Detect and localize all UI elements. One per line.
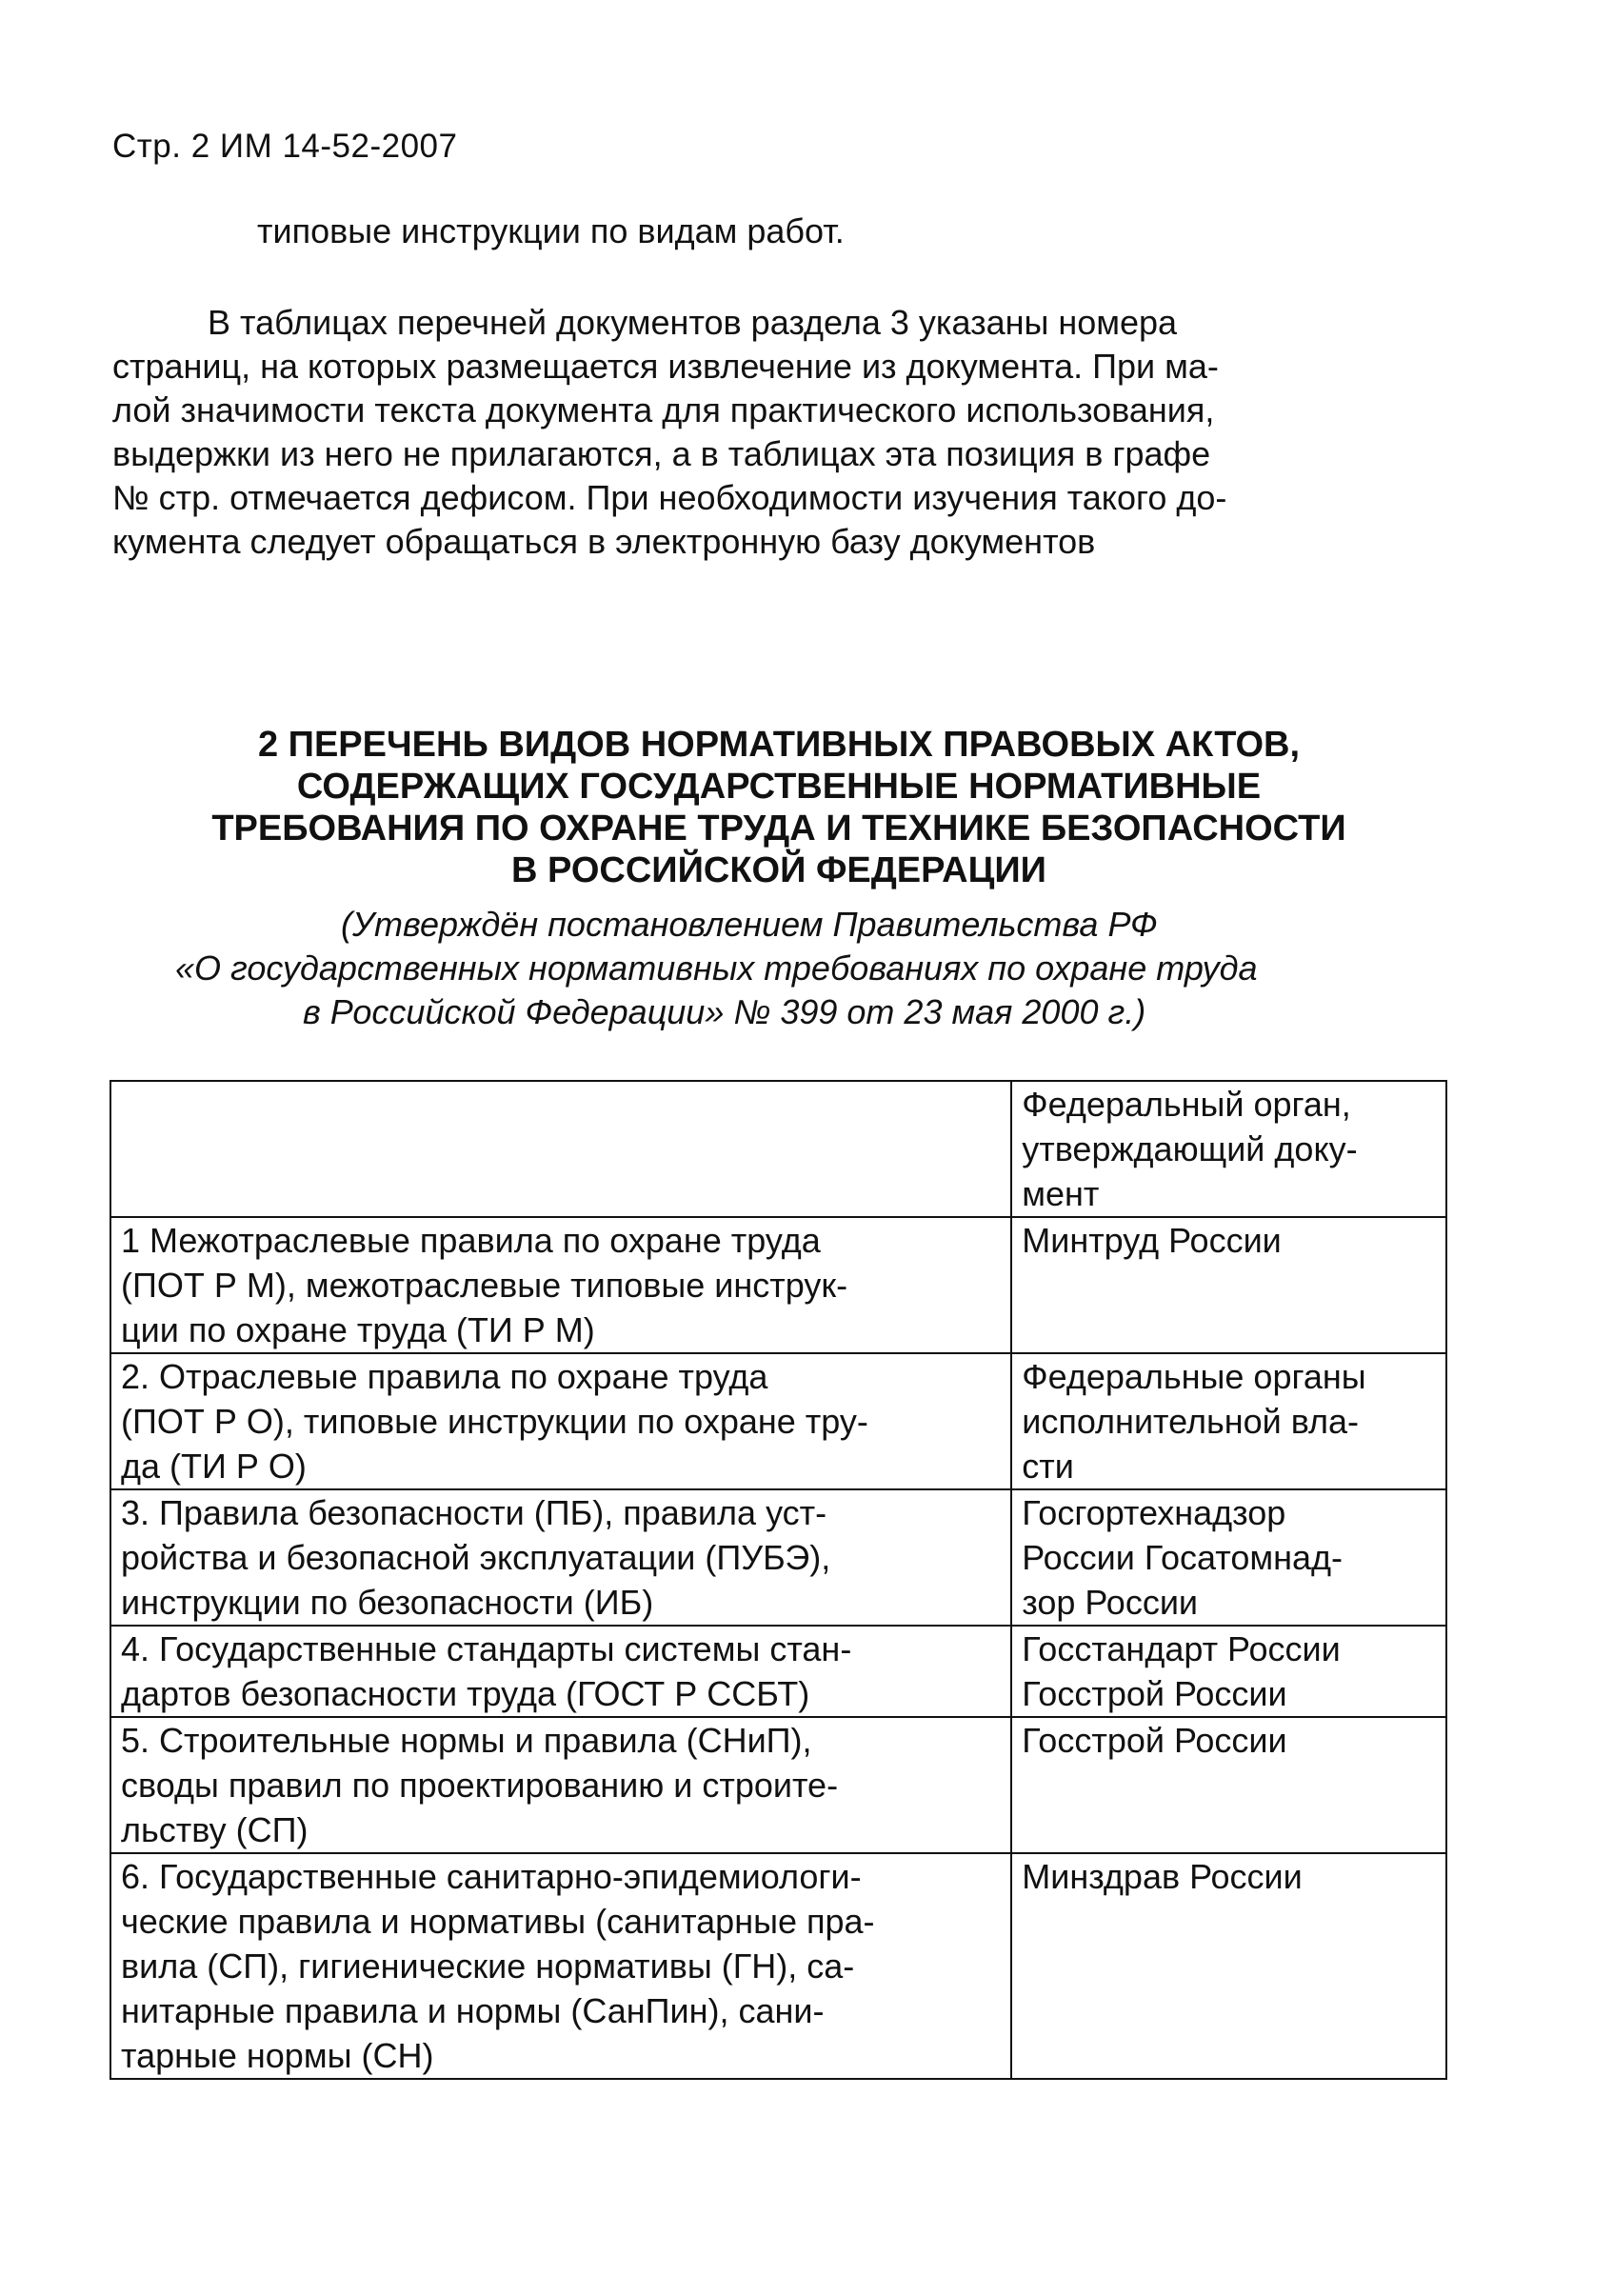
cell-line: Госгортехнадзор xyxy=(1022,1493,1286,1532)
table-row xyxy=(110,1217,1446,1353)
cell-line: ции по охране труда (ТИ Р М) xyxy=(121,1310,595,1349)
act-type-cell xyxy=(110,1626,1011,1717)
norms-table xyxy=(110,1080,1447,2080)
cell-line: 1 Межотраслевые правила по охране труда xyxy=(121,1221,821,1260)
cell-line: сти xyxy=(1022,1447,1074,1486)
title-line: В РОССИЙСКОЙ ФЕДЕРАЦИИ xyxy=(510,850,1046,890)
page-header: Стр. 2 ИМ 14-52-2007 xyxy=(112,128,458,165)
cell-line: Госстрой России xyxy=(1022,1674,1287,1713)
cell-line: 5. Строительные нормы и правила (СНиП), xyxy=(121,1721,812,1760)
title-line: СОДЕРЖАЩИХ ГОСУДАРСТВЕННЫЕ НОРМАТИВНЫЕ xyxy=(296,767,1262,807)
cell-line: Минтруд России xyxy=(1022,1221,1282,1260)
cell-line: мент xyxy=(1022,1174,1100,1213)
act-type-cell xyxy=(110,1717,1011,1853)
act-type-cell xyxy=(110,1217,1011,1353)
table-row xyxy=(110,1626,1446,1717)
cell-line: исполнительной вла- xyxy=(1022,1402,1360,1441)
approval-note xyxy=(112,903,1484,1034)
cell-line: тарные нормы (СН) xyxy=(121,2036,434,2075)
act-type-cell xyxy=(110,1489,1011,1626)
cell-line: ческие правила и нормативы (санитарные пра- xyxy=(121,1902,875,1941)
cell-line: 2. Отраслевые правила по охране труда xyxy=(121,1357,768,1396)
act-type-cell xyxy=(110,1853,1011,2079)
cell-line: Минздрав России xyxy=(1022,1857,1303,1896)
cell-line: дартов безопасности труда (ГОСТ Р ССБТ) xyxy=(121,1674,810,1713)
approval-line: «О государственных нормативных требованиях по охране труда xyxy=(175,948,1258,988)
cell-line: Госстандарт России xyxy=(1022,1629,1341,1668)
cell-line: (ПОТ Р М), межотраслевые типовые инструк- xyxy=(121,1266,848,1305)
cell-line: своды правил по проектированию и строите- xyxy=(121,1766,839,1805)
authority-cell xyxy=(1011,1626,1446,1717)
text-line: выдержки из него не прилагаются, а в таблицах эта позиция в графе xyxy=(112,434,1211,473)
cell-line: 6. Государственные санитарно-эпидемиологи- xyxy=(121,1857,862,1896)
table-row xyxy=(110,1717,1446,1853)
approval-line: в Российской Федерации» № 399 от 23 мая 2000 г.) xyxy=(303,992,1146,1031)
authority-cell xyxy=(1011,1353,1446,1489)
table-row xyxy=(110,1353,1446,1489)
cell-line: ройства и безопасной эксплуатации (ПУБЭ), xyxy=(121,1538,831,1577)
cell-line: России Госатомнад- xyxy=(1022,1538,1343,1577)
cell-line: утверждающий доку- xyxy=(1022,1129,1358,1168)
header-cell-empty xyxy=(110,1081,1011,1217)
cell-line: Федеральный орган, xyxy=(1022,1085,1351,1124)
cell-line: 4. Государственные стандарты системы стан- xyxy=(121,1629,852,1668)
table-header-row xyxy=(110,1081,1446,1217)
paragraph-continuation xyxy=(257,210,1571,253)
header-cell-authority xyxy=(1011,1081,1446,1217)
text-line: страниц, на которых размещается извлечение из документа. При ма- xyxy=(112,347,1219,386)
cell-line: инструкции по безопасности (ИБ) xyxy=(121,1583,654,1622)
cell-line: да (ТИ Р О) xyxy=(121,1447,307,1486)
text-line: лой значимости текста документа для практического использования, xyxy=(112,390,1215,429)
text-line: типовые инструкции по видам работ. xyxy=(257,211,845,250)
authority-cell xyxy=(1011,1853,1446,2079)
cell-line: Госстрой России xyxy=(1022,1721,1287,1760)
approval-line: (Утверждён постановлением Правительства РФ xyxy=(341,905,1158,944)
cell-line: нитарные правила и нормы (СанПин), сани- xyxy=(121,1991,825,2030)
authority-cell xyxy=(1011,1717,1446,1853)
text-line: № стр. отмечается дефисом. При необходимости изучения такого до- xyxy=(112,478,1227,517)
paragraph-document-lists xyxy=(112,301,1426,564)
act-type-cell xyxy=(110,1353,1011,1489)
table-row xyxy=(110,1853,1446,2079)
cell-line: 3. Правила безопасности (ПБ), правила уст- xyxy=(121,1493,827,1532)
section-title xyxy=(112,724,1445,891)
authority-cell xyxy=(1011,1489,1446,1626)
title-line: 2 ПЕРЕЧЕНЬ ВИДОВ НОРМАТИВНЫХ ПРАВОВЫХ АКТОВ, xyxy=(257,725,1301,765)
text-line: В таблицах перечней документов раздела 3 указаны номера xyxy=(208,303,1178,342)
table-row xyxy=(110,1489,1446,1626)
cell-line: зор России xyxy=(1022,1583,1199,1622)
cell-line: льству (СП) xyxy=(121,1810,309,1849)
cell-line: Федеральные органы xyxy=(1022,1357,1366,1396)
title-line: ТРЕБОВАНИЯ ПО ОХРАНЕ ТРУДА И ТЕХНИКЕ БЕЗОПАСНОСТИ xyxy=(211,809,1346,849)
authority-cell xyxy=(1011,1217,1446,1353)
cell-line: (ПОТ Р О), типовые инструкции по охране тру- xyxy=(121,1402,868,1441)
text-line: кумента следует обращаться в электронную базу документов xyxy=(112,522,1096,561)
cell-line: вила (СП), гигиенические нормативы (ГН), са- xyxy=(121,1947,855,1986)
